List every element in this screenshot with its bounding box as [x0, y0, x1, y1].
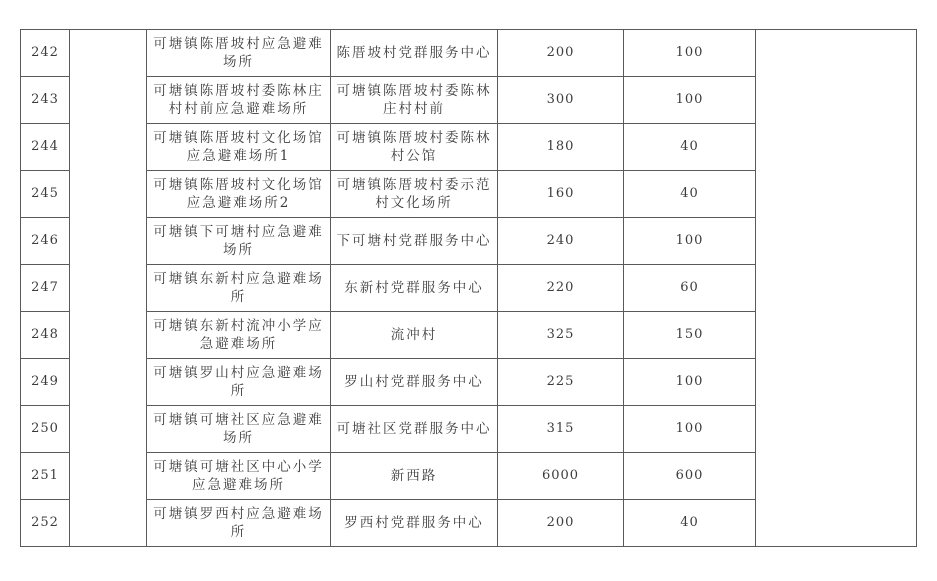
shelter-location: 可塘镇陈厝坡村委陈林村公馆 [331, 124, 498, 171]
shelter-name: 可塘镇下可塘村应急避难场所 [147, 218, 331, 265]
shelter-table [20, 29, 917, 547]
shelter-name: 可塘镇陈厝坡村应急避难场所 [147, 30, 331, 77]
shelter-name: 可塘镇可塘社区应急避难场所 [147, 406, 331, 453]
note-cell [756, 30, 917, 77]
row-index: 246 [21, 218, 70, 265]
row-index: 242 [21, 30, 70, 77]
row-index: 250 [21, 406, 70, 453]
note-cell [756, 406, 917, 453]
town-cell [70, 265, 147, 312]
town-cell [70, 406, 147, 453]
shelter-capacity: 40 [624, 171, 756, 218]
shelter-area: 6000 [498, 453, 624, 500]
row-index: 248 [21, 312, 70, 359]
shelter-location: 流冲村 [331, 312, 498, 359]
shelter-capacity: 100 [624, 359, 756, 406]
town-cell [70, 359, 147, 406]
shelter-location: 可塘镇陈厝坡村委陈林庄村村前 [331, 77, 498, 124]
table-row [21, 77, 917, 124]
note-cell [756, 500, 917, 547]
row-index: 249 [21, 359, 70, 406]
shelter-location: 新西路 [331, 453, 498, 500]
row-index: 245 [21, 171, 70, 218]
shelter-capacity: 100 [624, 406, 756, 453]
shelter-area: 240 [498, 218, 624, 265]
note-cell [756, 453, 917, 500]
shelter-capacity: 100 [624, 218, 756, 265]
shelter-capacity: 100 [624, 30, 756, 77]
table-row [21, 312, 917, 359]
shelter-area: 225 [498, 359, 624, 406]
shelter-capacity: 100 [624, 77, 756, 124]
note-cell [756, 77, 917, 124]
note-cell [756, 171, 917, 218]
shelter-location: 东新村党群服务中心 [331, 265, 498, 312]
shelter-location: 可塘社区党群服务中心 [331, 406, 498, 453]
shelter-location: 陈厝坡村党群服务中心 [331, 30, 498, 77]
row-index: 251 [21, 453, 70, 500]
table-body [21, 30, 917, 547]
table-row [21, 218, 917, 265]
shelter-location: 罗山村党群服务中心 [331, 359, 498, 406]
town-cell [70, 30, 147, 77]
shelter-location: 下可塘村党群服务中心 [331, 218, 498, 265]
table-row [21, 453, 917, 500]
shelter-name: 可塘镇罗山村应急避难场所 [147, 359, 331, 406]
note-cell [756, 218, 917, 265]
shelter-name: 可塘镇东新村应急避难场所 [147, 265, 331, 312]
table-row [21, 265, 917, 312]
table-row [21, 406, 917, 453]
table-row [21, 124, 917, 171]
row-index: 244 [21, 124, 70, 171]
town-cell [70, 124, 147, 171]
shelter-area: 160 [498, 171, 624, 218]
shelter-name: 可塘镇东新村流冲小学应急避难场所 [147, 312, 331, 359]
shelter-area: 325 [498, 312, 624, 359]
shelter-area: 200 [498, 500, 624, 547]
row-index: 252 [21, 500, 70, 547]
shelter-area: 200 [498, 30, 624, 77]
shelter-name: 可塘镇陈厝坡村文化场馆应急避难场所1 [147, 124, 331, 171]
note-cell [756, 265, 917, 312]
town-cell [70, 312, 147, 359]
town-cell [70, 453, 147, 500]
table-row [21, 30, 917, 77]
shelter-area: 180 [498, 124, 624, 171]
shelter-capacity: 40 [624, 124, 756, 171]
note-cell [756, 359, 917, 406]
town-cell [70, 77, 147, 124]
town-cell [70, 171, 147, 218]
shelter-name: 可塘镇可塘社区中心小学应急避难场所 [147, 453, 331, 500]
shelter-area: 300 [498, 77, 624, 124]
row-index: 247 [21, 265, 70, 312]
table-row [21, 171, 917, 218]
town-cell [70, 500, 147, 547]
note-cell [756, 312, 917, 359]
table-row [21, 500, 917, 547]
shelter-name: 可塘镇罗西村应急避难场所 [147, 500, 331, 547]
shelter-capacity: 40 [624, 500, 756, 547]
table-row [21, 359, 917, 406]
town-cell [70, 218, 147, 265]
shelter-name: 可塘镇陈厝坡村文化场馆应急避难场所2 [147, 171, 331, 218]
shelter-location: 可塘镇陈厝坡村委示范村文化场所 [331, 171, 498, 218]
shelter-name: 可塘镇陈厝坡村委陈林庄村村前应急避难场所 [147, 77, 331, 124]
shelter-area: 220 [498, 265, 624, 312]
shelter-capacity: 60 [624, 265, 756, 312]
shelter-location: 罗西村党群服务中心 [331, 500, 498, 547]
shelter-capacity: 600 [624, 453, 756, 500]
note-cell [756, 124, 917, 171]
shelter-area: 315 [498, 406, 624, 453]
shelter-capacity: 150 [624, 312, 756, 359]
row-index: 243 [21, 77, 70, 124]
